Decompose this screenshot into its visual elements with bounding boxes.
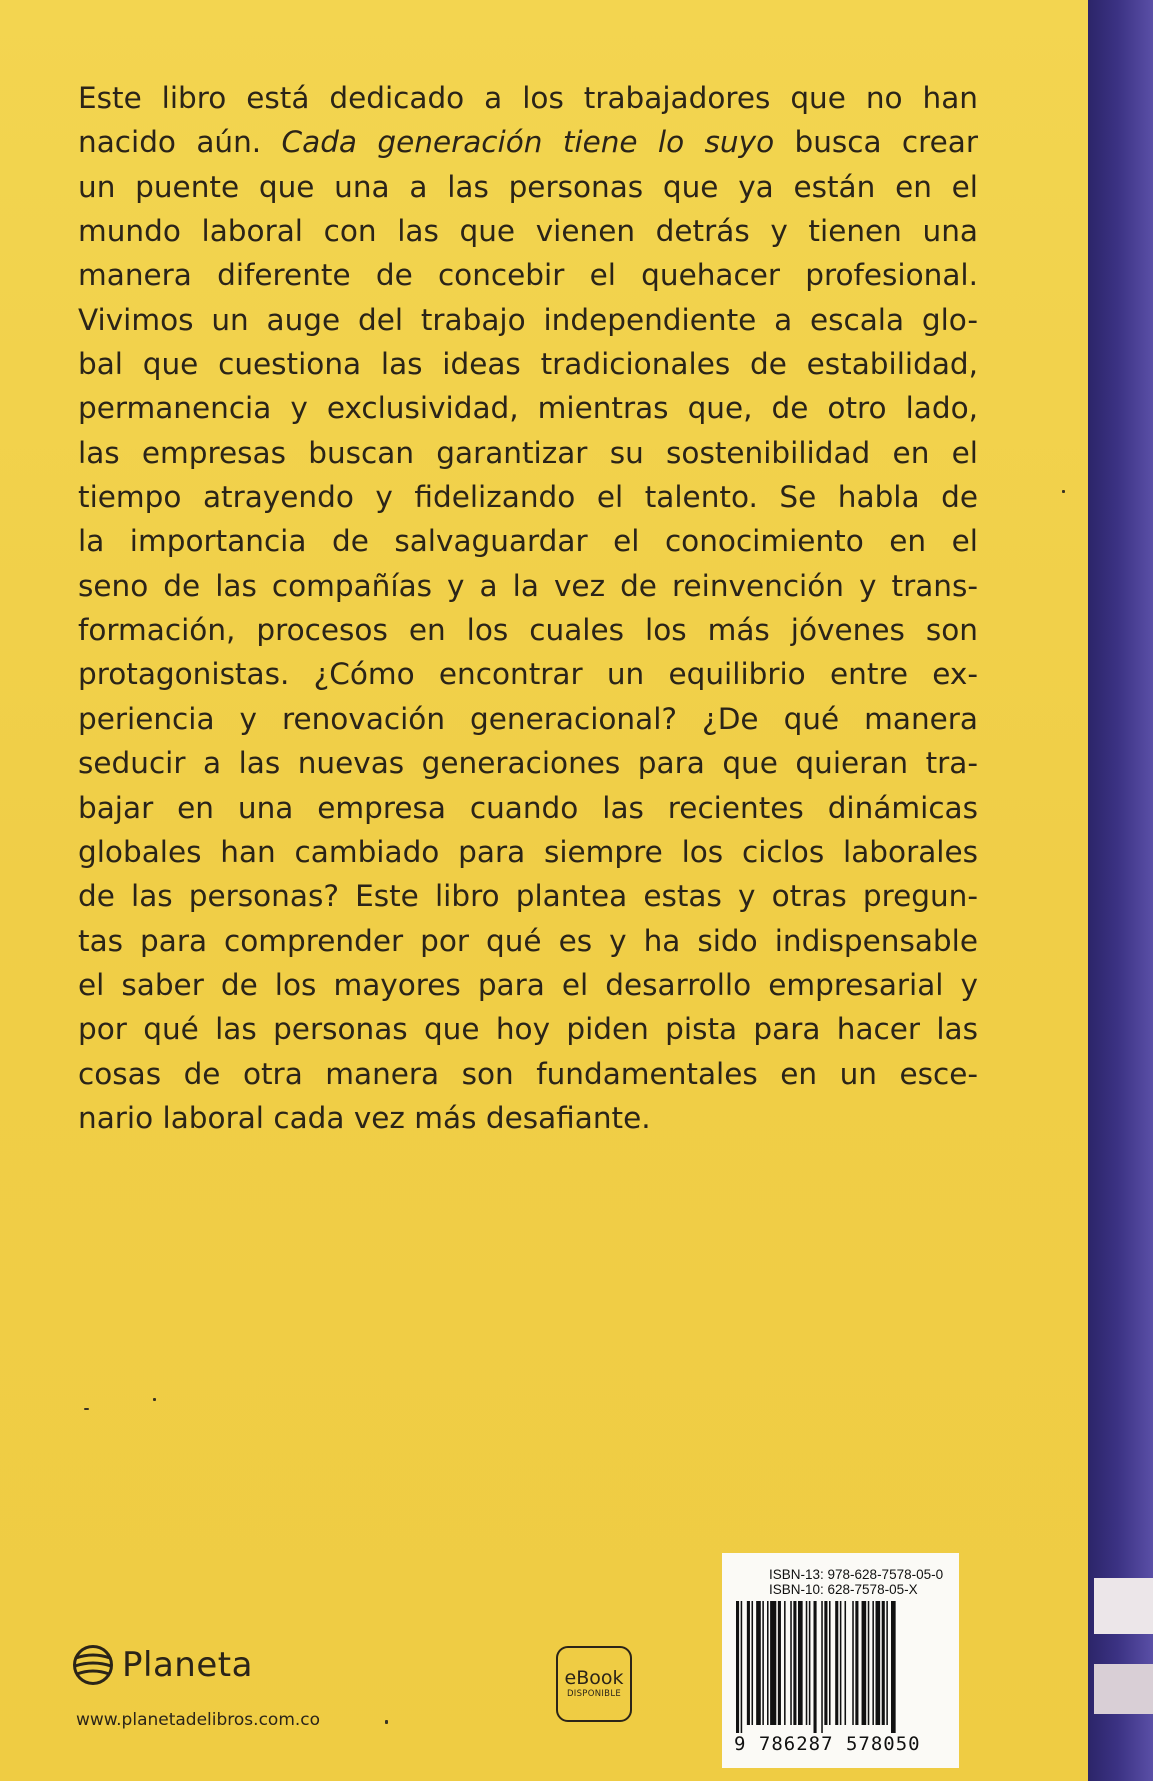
- spine-sticker: [1094, 1578, 1153, 1634]
- publisher-url: www.planetadelibros.com.co: [76, 1710, 321, 1730]
- barcode-bar: [767, 1601, 769, 1725]
- barcode-sticker: [722, 1553, 959, 1768]
- barcode-bar: [855, 1601, 858, 1725]
- blurb-line: seno de las compañías y a la vez de reinvención y trans-: [78, 568, 978, 603]
- isbn10-text: ISBN-10: 628-7578-05-X: [769, 1582, 918, 1597]
- barcode-bar: [852, 1601, 854, 1725]
- blurb-line-part: nacido aún.: [78, 125, 282, 160]
- blurb-line: tas para comprender por qué es y ha sido indispensable: [78, 923, 978, 958]
- blurb-line: cosas de otra manera son fundamentales en un esce-: [78, 1056, 978, 1091]
- book-title-italic: Cada generación tiene lo suyo: [281, 125, 775, 160]
- book-spine: [1088, 0, 1153, 1781]
- blurb-line: tiempo atrayendo y fidelizando el talento. Se habla de: [78, 480, 978, 515]
- barcode-bar: [882, 1601, 885, 1725]
- spine-sticker: [1094, 1664, 1153, 1714]
- barcode-bar: [752, 1601, 754, 1725]
- blurb-line: manera diferente de concebir el quehacer profesional.: [78, 258, 978, 293]
- speck: [84, 1408, 89, 1410]
- barcode-bar: [736, 1601, 739, 1733]
- barcode-bar: [840, 1601, 842, 1725]
- blurb-line: las empresas buscan garantizar su sostenibilidad en el: [78, 435, 978, 470]
- blurb-line: bajar en una empresa cuando las recientes dinámicas: [78, 790, 978, 825]
- speck: [1062, 490, 1065, 493]
- barcode-bar: [762, 1601, 764, 1725]
- blurb-line: bal que cuestiona las ideas tradicionales de estabilidad,: [78, 347, 978, 382]
- barcode-bar: [778, 1601, 781, 1725]
- blurb-line: periencia y renovación generacional? ¿De qué manera: [78, 701, 978, 736]
- blurb-line: la importancia de salvaguardar el conocimiento en el: [78, 524, 978, 559]
- blurb-line: Este libro está dedicado a los trabajadores que no han: [78, 81, 978, 115]
- blurb-line: protagonistas. ¿Cómo encontrar un equilibrio entre ex-: [78, 657, 978, 692]
- publisher-logo: [72, 1643, 253, 1687]
- blurb-line: seducir a las nuevas generaciones para que quieran tra-: [78, 746, 978, 781]
- barcode-bar: [809, 1601, 811, 1725]
- barcode-bar: [793, 1601, 796, 1725]
- barcode-bar: [829, 1601, 831, 1725]
- blurb-line: permanencia y exclusividad, mientras que, de otro lado,: [78, 391, 978, 426]
- barcode-bar: [891, 1601, 896, 1733]
- blurb-line-part: busca crear: [774, 125, 978, 160]
- blurb-line: un puente que una a las personas que ya están en el: [78, 169, 978, 204]
- barcode-bar: [845, 1601, 847, 1725]
- barcode-bar: [821, 1601, 823, 1733]
- blurb-line: de las personas? Este libro plantea estas y otras pregun-: [78, 879, 978, 914]
- globe-icon: [72, 1644, 114, 1686]
- ebook-sub-label: DISPONIBLE: [566, 1689, 622, 1699]
- blurb-line: mundo laboral con las que vienen detrás y tienen una: [78, 214, 978, 249]
- barcode-bar: [872, 1601, 874, 1725]
- blurb-line: Vivimos un auge del trabajo independiente a escala glo-: [78, 302, 978, 337]
- barcode-bar: [756, 1601, 761, 1725]
- blurb-line: globales han cambiado para siempre los ciclos laborales: [78, 834, 978, 869]
- barcode-bar: [862, 1601, 867, 1725]
- barcode-bar: [814, 1601, 817, 1733]
- barcode-bar: [876, 1601, 881, 1725]
- barcode-bars: [734, 1601, 947, 1733]
- barcode-bar: [798, 1601, 803, 1725]
- isbn13-text: ISBN-13: 978-628-7578-05-0: [769, 1567, 944, 1582]
- barcode-bar: [784, 1601, 786, 1725]
- speck: [385, 1720, 388, 1724]
- blurb-text: [78, 76, 978, 1140]
- barcode-bar: [770, 1601, 776, 1725]
- barcode-bar: [835, 1601, 838, 1725]
- blurb-line: formación, procesos en los cuales los más jóvenes son: [78, 613, 978, 648]
- publisher-name: Planeta: [122, 1645, 253, 1685]
- barcode-bar: [824, 1601, 827, 1725]
- blurb-line: el saber de los mayores para el desarrollo empresarial y: [78, 967, 978, 1002]
- ebook-badge: [556, 1646, 632, 1722]
- ebook-label: eBook: [564, 1667, 624, 1689]
- blurb-line: [78, 120, 978, 164]
- barcode-digits: 9 786287 578050: [734, 1733, 921, 1755]
- barcode-bar: [790, 1601, 792, 1725]
- barcode-bar: [741, 1601, 743, 1733]
- barcode-bar: [806, 1601, 808, 1725]
- blurb-line: nario laboral cada vez más desafiante.: [78, 1100, 651, 1135]
- speck: [153, 1398, 156, 1401]
- barcode-bar: [747, 1601, 750, 1725]
- barcode-bar: [868, 1601, 870, 1725]
- barcode-bar: [886, 1601, 888, 1725]
- blurb-line: por qué las personas que hoy piden pista para hacer las: [78, 1012, 978, 1047]
